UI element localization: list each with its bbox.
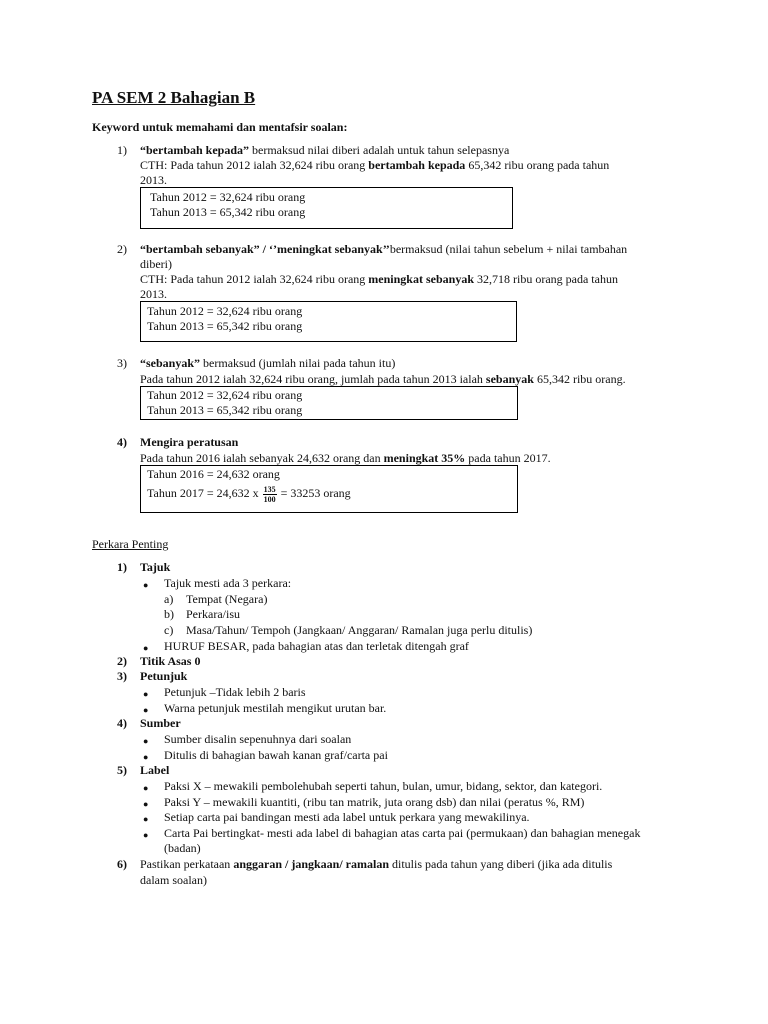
perkara-5-label: Label (140, 763, 170, 777)
perkara-3-bullet-1: Petunjuk –Tidak lebih 2 baris (164, 685, 306, 699)
keyword-3-desc: bermaksud (jumlah nilai pada tahun itu) (200, 356, 396, 370)
perkara-4-bullet-2: Ditulis di bahagian bawah kanan graf/carta pai (164, 748, 388, 762)
keyword-1-number: 1) (117, 143, 127, 157)
bullet-icon: ● (143, 689, 149, 699)
keyword-3-box (140, 386, 518, 420)
bullet-icon: ● (143, 799, 149, 809)
keyword-4-example-a: Pada tahun 2016 ialah sebanyak 24,632 orang dan (140, 451, 384, 465)
fraction-denominator: 100 (263, 494, 276, 504)
perkara-5-number: 5) (117, 763, 127, 777)
perkara-1-bullet-1: Tajuk mesti ada 3 perkara: (164, 576, 292, 590)
keyword-2-number: 2) (117, 242, 127, 256)
perkara-1-b: Perkara/isu (186, 607, 240, 621)
keyword-4-number: 4) (117, 435, 127, 449)
bullet-icon: ● (143, 580, 149, 590)
perkara-3-label: Petunjuk (140, 669, 188, 683)
perkara-1-c-letter: c) (164, 623, 174, 637)
keyword-2-box-line-1: Tahun 2012 = 32,624 ribu orang (147, 304, 303, 318)
keyword-2-line (140, 242, 627, 257)
perkara-4-label: Sumber (140, 716, 181, 730)
perkara-6-text-b: ditulis pada tahun yang diberi (jika ada ditulis (389, 857, 613, 871)
bullet-icon: ● (143, 752, 149, 762)
perkara-1-number: 1) (117, 560, 127, 574)
keyword-2-example-bold: meningkat sebanyak (368, 272, 474, 286)
perkara-2-label: Titik Asas 0 (140, 654, 201, 668)
perkara-6-line (140, 857, 612, 872)
perkara-5-bullet-3: Setiap carta pai bandingan mesti ada label untuk perkara yang mewakilinya. (164, 810, 530, 824)
fraction-numerator: 135 (263, 484, 276, 494)
bullet-icon: ● (143, 783, 149, 793)
keyword-2-desc-cont: diberi) (140, 257, 172, 271)
keyword-1-desc: bermaksud nilai diberi adalah untuk tahun selepasnya (249, 143, 510, 157)
keyword-1-example-b: 65,342 ribu orang pada tahun (465, 158, 610, 172)
perkara-3-bullet-2: Warna petunjuk mestilah mengikut urutan bar. (164, 701, 387, 715)
keyword-3-term: “sebanyak” (140, 356, 201, 370)
perkara-5-bullet-4: Carta Pai bertingkat- mesti ada label di bahagian atas carta pai (permukaan) dan bahagian menegak (164, 826, 641, 840)
fraction (263, 485, 277, 504)
keyword-1-example-a: CTH: Pada tahun 2012 ialah 32,624 ribu orang (140, 158, 369, 172)
keyword-2-example-b: 32,718 ribu orang pada tahun (474, 272, 618, 286)
perkara-1-a-letter: a) (164, 592, 174, 606)
keyword-2-example-a: CTH: Pada tahun 2012 ialah 32,624 ribu orang (140, 272, 369, 286)
perkara-heading: Perkara Penting (92, 537, 169, 551)
perkara-1-label: Tajuk (140, 560, 171, 574)
perkara-3-number: 3) (117, 669, 127, 683)
keyword-3-example-bold: sebanyak (485, 372, 534, 386)
keyword-3-box-line-1: Tahun 2012 = 32,624 ribu orang (147, 388, 303, 402)
perkara-6-number: 6) (117, 857, 127, 871)
perkara-4-bullet-1: Sumber disalin sepenuhnya dari soalan (164, 732, 352, 746)
keyword-3-box-line-2: Tahun 2013 = 65,342 ribu orang (147, 403, 303, 417)
keyword-2-box-line-2: Tahun 2013 = 65,342 ribu orang (147, 319, 303, 333)
perkara-2-number: 2) (117, 654, 127, 668)
keyword-2-box (140, 301, 517, 342)
perkara-1-b-letter: b) (164, 607, 174, 621)
keyword-4-term: Mengira peratusan (140, 435, 239, 449)
keyword-2-example (140, 272, 618, 287)
page-title: PA SEM 2 Bahagian B (92, 88, 256, 107)
perkara-4-number: 4) (117, 716, 127, 730)
keyword-4-example-bold: meningkat 35% (383, 451, 466, 465)
keyword-1-example-c: 2013. (140, 173, 167, 187)
keyword-1-box-line-1: Tahun 2012 = 32,624 ribu orang (150, 190, 306, 204)
bullet-icon: ● (143, 814, 149, 824)
perkara-1-bullet-2: HURUF BESAR, pada bahagian atas dan terletak ditengah graf (164, 639, 469, 653)
perkara-1-a: Tempat (Negara) (186, 592, 268, 606)
keyword-2-term: “bertambah sebanyak” / ‘’meningkat sebanyak’’ (140, 242, 390, 256)
bullet-icon: ● (143, 643, 149, 653)
perkara-6-text-a: Pastikan perkataan (140, 857, 234, 871)
keyword-3-example-b: 65,342 ribu orang. (533, 372, 626, 386)
keyword-heading: Keyword untuk memahami dan mentafsir soalan: (92, 120, 348, 134)
bullet-icon: ● (143, 736, 149, 746)
keyword-4-box-line-2 (147, 482, 351, 504)
keyword-4-box (140, 465, 518, 513)
perkara-5-bullet-1: Paksi X – mewakili pembolehubah seperti tahun, bulan, umur, bidang, sektor, dan kategori. (164, 779, 603, 793)
keyword-1-box-line-2: Tahun 2013 = 65,342 ribu orang (150, 205, 306, 219)
keyword-3-example (140, 372, 626, 387)
keyword-4-formula-b: = 33253 orang (277, 486, 351, 500)
bullet-icon: ● (143, 705, 149, 715)
bullet-icon: ● (143, 830, 149, 840)
keyword-3-example-a: Pada tahun 2012 ialah 32,624 ribu orang, jumlah pada tahun 2013 ialah (140, 372, 486, 386)
keyword-4-example-b: pada tahun 2017. (465, 451, 551, 465)
keyword-2-desc: bermaksud (nilai tahun sebelum + nilai tambahan (389, 242, 628, 256)
keyword-1-example (140, 158, 609, 173)
keyword-3-number: 3) (117, 356, 127, 370)
perkara-6-line-cont: dalam soalan) (140, 873, 207, 887)
keyword-4-box-line-1: Tahun 2016 = 24,632 orang (147, 467, 280, 481)
keyword-3-line (140, 356, 395, 371)
keyword-2-example-c: 2013. (140, 287, 167, 301)
keyword-1-example-bold: bertambah kepada (368, 158, 466, 172)
perkara-1-c: Masa/Tahun/ Tempoh (Jangkaan/ Anggaran/ Ramalan juga perlu ditulis) (186, 623, 533, 637)
keyword-1-box (140, 187, 513, 229)
perkara-5-bullet-2: Paksi Y – mewakili kuantiti, (ribu tan matrik, juta orang dsb) dan nilai (peratus %, RM) (164, 795, 585, 809)
perkara-6-text-bold: anggaran / jangkaan/ ramalan (233, 857, 390, 871)
keyword-1-term: “bertambah kepada” (140, 143, 250, 157)
perkara-5-bullet-4-cont: (badan) (164, 841, 201, 855)
keyword-4-example (140, 451, 551, 466)
keyword-1-line (140, 143, 509, 158)
keyword-4-formula-a: Tahun 2017 = 24,632 x (147, 486, 262, 500)
